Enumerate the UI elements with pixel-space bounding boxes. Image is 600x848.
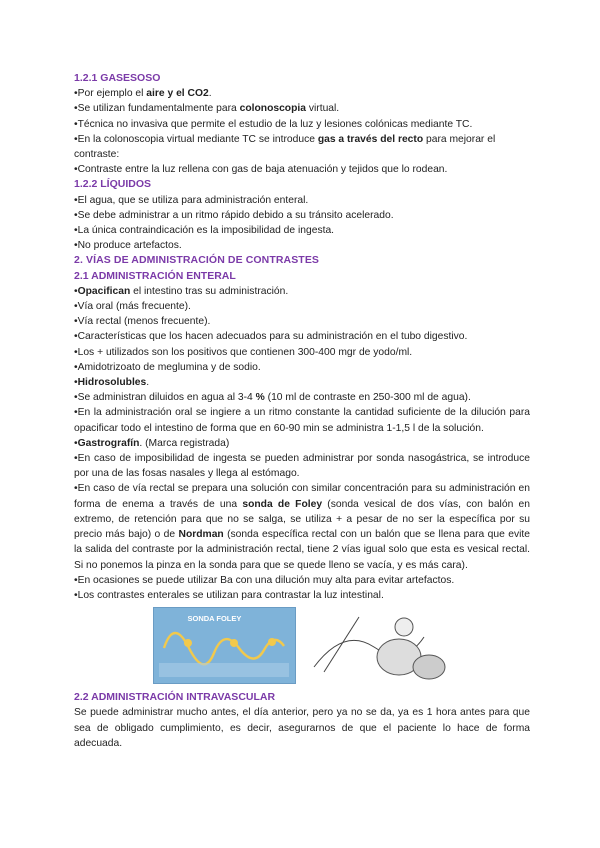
text-run: virtual. (305, 103, 340, 115)
paragraph (74, 436, 530, 451)
bold-text: Gastrografín (77, 437, 140, 449)
paragraph (74, 329, 530, 344)
paragraph (74, 360, 530, 375)
text-run: (sonda específica rectal con un balón que se llena para que evite la salida del contraste por la administración rectal, tiene 2 vías igual solo que esta es vesical rectal. Si no ponemos la pinza en la sonda para que se quede lleno se vacía, y es más cara). (74, 529, 530, 571)
text-run: •Vía rectal (menos frecuente). (74, 316, 211, 328)
text-run: •El agua, que se utiliza para administración enteral. (74, 194, 309, 206)
document-page (74, 71, 530, 751)
text-run: Se puede administrar mucho antes, el día anterior, pero ya no se da, ya es 1 hora antes para que sea de obligado cumplimiento, es decir, asegurarnos de que el paciente lo hace de forma adecuada. (74, 707, 530, 749)
text-run: (10 ml de contraste en 250-300 ml de agua). (264, 392, 471, 404)
section-heading: 1.2.2 LÍQUIDOS (74, 178, 152, 191)
bold-text: Hidrosolubles (77, 377, 147, 389)
paragraph (74, 238, 530, 253)
foley-catheter-image (153, 607, 296, 684)
paragraph (74, 132, 530, 162)
text-run: •Por ejemplo el (74, 88, 147, 100)
text-run: •Características que los hacen adecuados para su administración en el tubo digestivo. (74, 331, 468, 343)
text-run: (sonda vesical de dos vías, con balón en extremo, de retención para que no se salga, se utiliza + a pesar de no ser la específica por su precio más bajo) o de (74, 498, 530, 541)
paragraph (74, 162, 530, 177)
text-run: •La única contraindicación es la imposibilidad de ingesta. (74, 225, 335, 237)
text-run: • (74, 377, 78, 389)
paragraph (74, 705, 530, 751)
text-run: el intestino tras su administración. (130, 285, 289, 297)
enema-diagram (304, 607, 452, 682)
text-run: •No produce artefactos. (74, 240, 182, 252)
section-heading: 2.1 ADMINISTRACIÓN ENTERAL (74, 269, 236, 282)
paragraph (74, 193, 530, 208)
text-run: •En la colonoscopia virtual mediante TC se introduce (74, 133, 318, 145)
paragraph (74, 117, 530, 132)
section-heading: 2.2 ADMINISTRACIÓN INTRAVASCULAR (74, 691, 276, 704)
text-run: •En caso de vía rectal se prepara una solución con similar concentración para su administración en forma de enema a través de una (74, 483, 530, 510)
text-run: • (74, 285, 78, 297)
bold-text: sonda de Foley (242, 498, 323, 510)
text-run: •Se debe administrar a un ritmo rápido debido a su tránsito acelerado. (74, 209, 394, 221)
text-run: •En ocasiones se puede utilizar Ba con una dilución muy alta para evitar artefactos. (74, 574, 455, 586)
text-run: •Amidotrizoato de meglumina y de sodio. (74, 361, 261, 373)
text-run: . (208, 88, 212, 100)
section-heading: 1.2.1 GASESOSO (74, 72, 161, 84)
text-run: •Los + utilizados son los positivos que contienen 300-400 mgr de yodo/ml. (74, 346, 413, 358)
bold-text: Opacifican (77, 285, 131, 297)
text-run: •Se administran diluidos en agua al 3-4 (74, 392, 256, 404)
text-run: . (146, 377, 150, 389)
enema-illustration (304, 607, 452, 682)
bold-text: % (255, 392, 265, 404)
bold-text: colonoscopia (239, 103, 306, 115)
paragraph (74, 208, 530, 223)
paragraph (74, 390, 530, 405)
paragraph (74, 86, 530, 101)
bold-text: aire y el CO2 (146, 88, 209, 100)
text-run: •En la administración oral se ingiere a un ritmo constante la cantidad suficiente de la dilución para opacificar todo el intestino de forma que en 60-90 min se administra 1-1,5 l de la solución. (74, 407, 530, 434)
text-run: para mejorar el contraste: (74, 133, 496, 161)
text-run: •Se utilizan fundamentalmente para (74, 103, 240, 115)
text-run: •Vía oral (más frecuente). (74, 301, 191, 313)
paragraph (74, 284, 530, 299)
text-run: •Los contrastes enterales se utilizan para contrastar la luz intestinal. (74, 589, 384, 601)
paragraph (74, 101, 530, 116)
paragraph (74, 223, 530, 238)
text-run: . (Marca registrada) (139, 437, 230, 449)
text-run: •En caso de imposibilidad de ingesta se pueden administrar por sonda nasogástrica, se introduce por una de las fosas nasales y llega al estómago. (74, 453, 530, 480)
paragraph (74, 573, 530, 588)
foley-image-title: SONDA FOLEY (187, 614, 242, 624)
text-run: • (74, 437, 78, 449)
paragraph (74, 375, 530, 390)
section-heading: 2. VÍAS DE ADMINISTRACIÓN DE CONTRASTES (74, 254, 320, 267)
bold-text: gas a través del recto (317, 133, 424, 145)
paragraph (74, 314, 530, 329)
text-run: •Técnica no invasiva que permite el estudio de la luz y lesiones colónicas mediante TC. (74, 118, 473, 130)
paragraph (74, 405, 530, 435)
paragraph (74, 481, 530, 572)
paragraph (74, 451, 530, 481)
figures-row (74, 607, 530, 684)
text-run: •Contraste entre la luz rellena con gas de baja atenuación y tejidos que lo rodean. (74, 164, 448, 176)
paragraph (74, 588, 530, 603)
paragraph (74, 345, 530, 360)
paragraph (74, 299, 530, 314)
bold-text: Nordman (178, 529, 224, 541)
